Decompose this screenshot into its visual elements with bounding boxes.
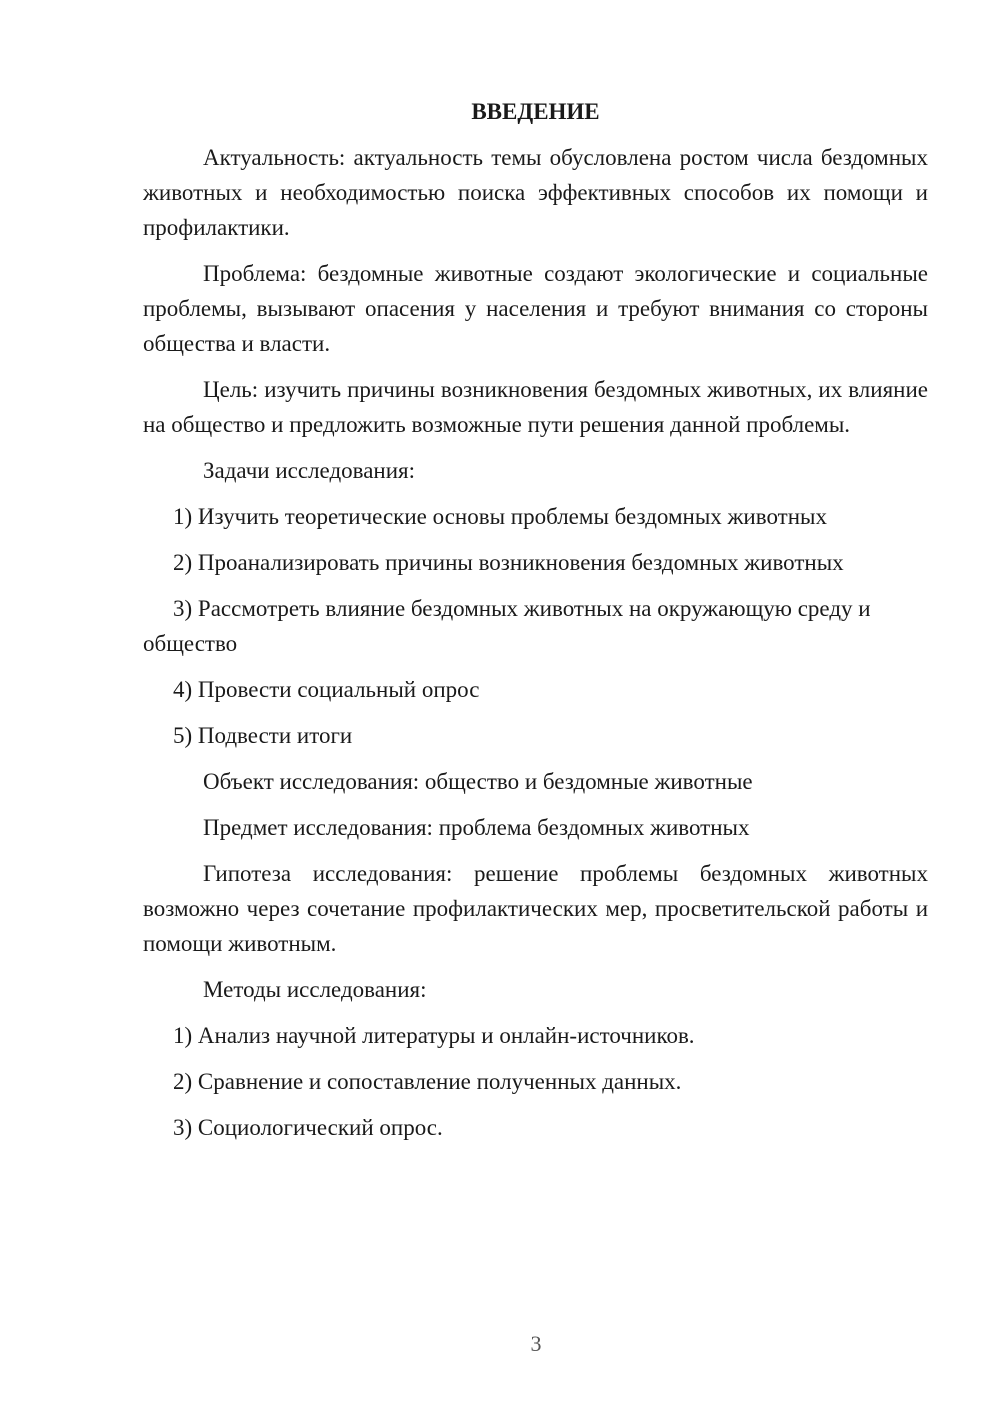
task-item: 2) Проанализировать причины возникновения бездомных животных bbox=[173, 550, 844, 575]
task-item: 3) Рассмотреть влияние бездомных животных на окружающую среду и общество bbox=[143, 596, 871, 656]
task-item: 4) Провести социальный опрос bbox=[173, 677, 480, 702]
goal-paragraph: Цель: изучить причины возникновения бездомных животных, их влияние на общество и предложить возможные пути решения данной проблемы. bbox=[143, 377, 928, 437]
method-item: 3) Социологический опрос. bbox=[173, 1115, 443, 1140]
relevance-paragraph: Актуальность: актуальность темы обусловлена ростом числа бездомных животных и необходимостью поиска эффективных способов их помощи и профилактики. bbox=[143, 145, 928, 240]
subject-paragraph: Предмет исследования: проблема бездомных животных bbox=[203, 815, 750, 840]
page-number: 3 bbox=[530, 1331, 542, 1356]
section-title: ВВЕДЕНИЕ bbox=[471, 99, 600, 124]
task-item: 1) Изучить теоретические основы проблемы бездомных животных bbox=[173, 504, 827, 529]
tasks-heading: Задачи исследования: bbox=[203, 458, 416, 483]
method-item: 2) Сравнение и сопоставление полученных данных. bbox=[173, 1069, 682, 1094]
hypothesis-paragraph: Гипотеза исследования: решение проблемы бездомных животных возможно через сочетание профилактических мер, просветительской работы и помощи животным. bbox=[143, 861, 928, 956]
page-content bbox=[143, 94, 928, 1156]
object-paragraph: Объект исследования: общество и бездомные животные bbox=[203, 769, 753, 794]
methods-heading: Методы исследования: bbox=[203, 977, 427, 1002]
task-item: 5) Подвести итоги bbox=[173, 723, 353, 748]
method-item: 1) Анализ научной литературы и онлайн-источников. bbox=[173, 1023, 695, 1048]
problem-paragraph: Проблема: бездомные животные создают экологические и социальные проблемы, вызывают опасения у населения и требуют внимания со стороны общества и власти. bbox=[143, 261, 928, 356]
